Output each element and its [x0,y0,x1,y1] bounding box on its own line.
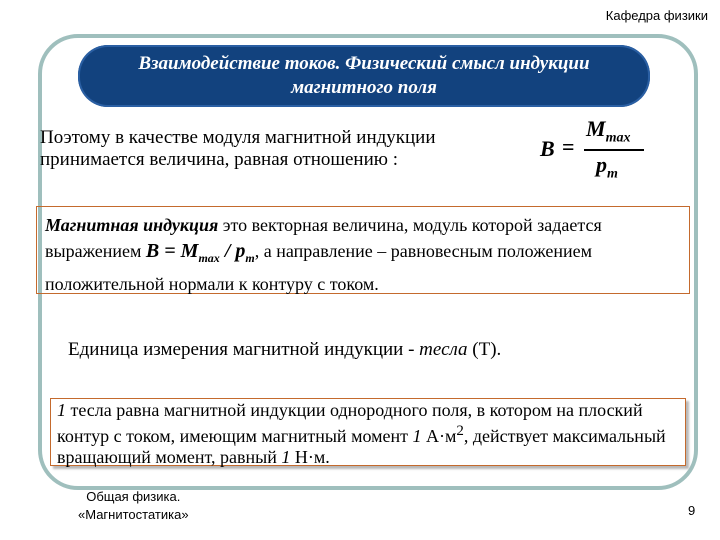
formula-numerator-sub: max [605,130,631,146]
department-label: Кафедра физики [605,8,708,23]
footer-line-2: «Магнитостатика» [78,507,189,522]
tesla-one-c: 1 [281,447,291,467]
def-formula-M: M [180,240,199,262]
def-formula-slash: / [219,240,236,262]
definition-text-1: это векторная величина, модуль которой задается выражением [45,215,602,261]
tesla-text-2: , действует максимальный вращающий момент, равный [57,426,666,467]
tesla-dot-2: · [307,447,314,467]
footer-course [78,488,189,524]
formula-numerator-symbol: M [586,116,606,141]
unit-name: тесла [419,339,468,360]
tesla-dot-1: · [439,426,445,446]
definition-box [36,206,690,294]
formula-denominator-sub: m [607,166,618,182]
intro-line-1: Поэтому в качестве модуля магнитной индукции [40,127,436,148]
tesla-definition-box [50,398,686,466]
unit-lead: Единица измерения магнитной индукции - [68,339,420,360]
def-formula-p: p [235,240,246,262]
def-formula-M-sub: max [198,251,220,265]
intro-text [40,127,436,171]
tesla-unit-nm: Н [290,447,308,467]
definition-text-2: , а направление – равновесным положением положительной нормали к контуру с током. [45,241,593,294]
title-line-1: Взаимодействие токов. Физический смысл индукции [138,53,590,74]
tesla-unit-m2: м. [313,447,330,467]
def-formula-eq: = [159,240,181,262]
formula-lhs: B [540,136,555,161]
footer-line-1: Общая физика. [86,489,181,504]
page-number: 9 [688,503,696,518]
tesla-unit-am: А [421,426,439,446]
tesla-sup-2: 2 [456,423,464,439]
definition-term: Магнитная индукция [45,215,219,235]
tesla-one: 1 [57,400,66,420]
def-formula-p-sub: m [245,251,255,265]
formula-denominator-symbol: p [596,152,607,177]
unit-text [68,339,501,361]
formula-numerator [586,116,630,146]
formula-denominator [596,152,618,182]
fraction-bar [584,149,644,151]
title-line-2: магнитного поля [291,77,437,98]
tesla-text-1: тесла равна магнитной индукции однородного поля, в котором на плоский контур с током, имеющим магнитный момент [57,400,643,446]
intro-line-2: принимается величина, равная отношению : [40,149,398,170]
tesla-one-b: 1 [412,426,422,446]
induction-formula [540,116,650,182]
formula-equals: = [562,134,575,159]
definition-formula [145,240,255,265]
slide-title [78,45,650,107]
def-formula-B: B [145,240,160,262]
unit-symbol: (Т). [467,339,502,360]
tesla-unit-m: м [445,426,457,446]
